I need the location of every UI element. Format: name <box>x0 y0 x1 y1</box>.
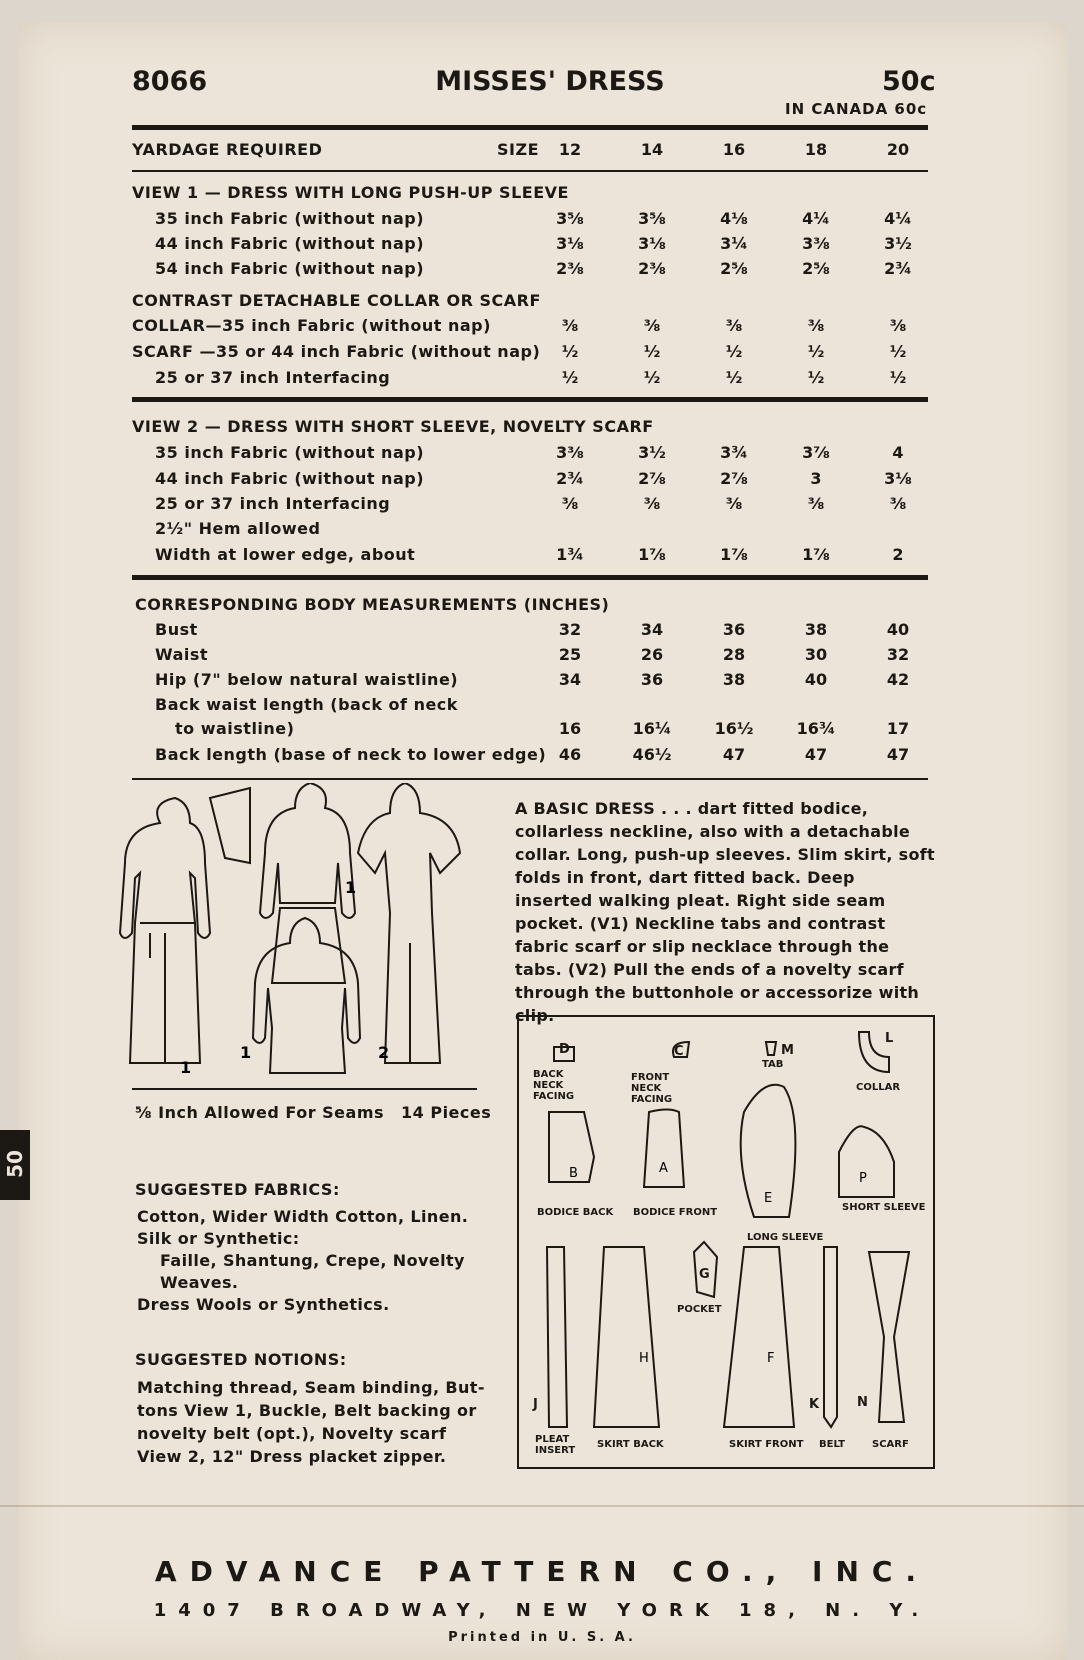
view2-row-value: 3⅞ <box>802 443 830 462</box>
skirt-front-label: SKIRT FRONT <box>729 1439 804 1450</box>
contrast-row-value: ½ <box>561 342 579 361</box>
piece-letter: C <box>674 1044 684 1059</box>
view2-row-value: ⅜ <box>725 494 743 513</box>
piece-letter: D <box>559 1042 570 1057</box>
view2-row-value: ⅜ <box>561 494 579 513</box>
width-row-value: 1⅞ <box>720 545 748 564</box>
contrast-row-value: ⅜ <box>889 316 907 335</box>
view-number-label: 1 <box>240 1043 252 1062</box>
back-length-value: 47 <box>886 745 910 764</box>
width-row-value: 2 <box>892 545 904 564</box>
view1-row-value: 4¼ <box>802 209 830 228</box>
view1-row-value: 4⅛ <box>720 209 748 228</box>
view1-heading: VIEW 1 — DRESS WITH LONG PUSH-UP SLEEVE <box>132 183 569 202</box>
view-number-label: 1 <box>180 1058 192 1077</box>
dress-illustration <box>110 783 510 1083</box>
piece-letter: E <box>764 1191 773 1206</box>
body-row-label: Hip (7" below natural waistline) <box>155 670 459 689</box>
price: 50c <box>882 66 936 97</box>
body-row-value: 25 <box>558 645 582 664</box>
width-row-value: 1⅞ <box>802 545 830 564</box>
piece-letter: H <box>639 1351 649 1366</box>
body-row-value: 38 <box>722 670 746 689</box>
back-waist-value: 16 <box>558 719 582 738</box>
contrast-row-value: ⅜ <box>725 316 743 335</box>
piece-letter: G <box>699 1267 710 1282</box>
view2-row-value: 3⅜ <box>556 443 584 462</box>
view1-row-value: 2⅜ <box>638 259 666 278</box>
fabrics-line: Faille, Shantung, Crepe, Novelty <box>160 1251 465 1270</box>
fabrics-heading: SUGGESTED FABRICS: <box>135 1180 340 1199</box>
hem-note: 2½" Hem allowed <box>155 519 321 538</box>
view2-row-value: ⅜ <box>807 494 825 513</box>
contrast-row-label: COLLAR—35 inch Fabric (without nap) <box>132 316 491 335</box>
contrast-row-label: 25 or 37 inch Interfacing <box>155 368 391 387</box>
width-row-value: 1¾ <box>556 545 584 564</box>
bodice-back-label: BODICE BACK <box>537 1207 614 1218</box>
body-row-value: 34 <box>558 670 582 689</box>
illustration-rule <box>132 1088 477 1090</box>
contrast-row-value: ½ <box>561 368 579 387</box>
piece-letter: F <box>767 1351 775 1366</box>
view2-row-value: 3¾ <box>720 443 748 462</box>
size-tab <box>0 1130 30 1200</box>
tab-label: TAB <box>762 1059 784 1070</box>
back-length-label: Back length (base of neck to lower edge) <box>155 745 547 764</box>
dress-description: A BASIC DRESS . . . dart fitted bodice, collarless neckline, also with a detachable collar. Long, push-up sleeves. Slim skirt, soft folds in front, dart fitted back. Deep inserted walking pleat. Right side seam pocket. (V1) Neckline tabs and contrast fabric scarf or slip necklace through the tabs. (V2) Pull the ends of a novelty scarf through the buttonhole or accessorize with clip. <box>515 799 935 1025</box>
piece-letter: K <box>809 1397 820 1412</box>
yardage-heading: YARDAGE REQUIRED <box>132 140 323 159</box>
body-row-value: 28 <box>722 645 746 664</box>
view1-row-value: 3½ <box>884 234 912 253</box>
piece-letter: M <box>781 1043 794 1058</box>
contrast-row-value: ½ <box>807 342 825 361</box>
seam-note: ⅝ Inch Allowed For Seams <box>135 1103 385 1122</box>
view1-row-value: 3⅝ <box>556 209 584 228</box>
pleat-insert-label: PLEAT INSERT <box>535 1434 576 1456</box>
view2-row-value: 3 <box>810 469 822 488</box>
contrast-row-value: ½ <box>725 342 743 361</box>
view1-row-value: 3⅛ <box>638 234 666 253</box>
body-row-value: 38 <box>804 620 828 639</box>
back-length-value: 46½ <box>632 745 672 764</box>
view2-heading: VIEW 2 — DRESS WITH SHORT SLEEVE, NOVELTY SCARF <box>132 417 654 436</box>
contrast-heading: CONTRAST DETACHABLE COLLAR OR SCARF <box>132 291 541 310</box>
company-name: ADVANCE PATTERN CO., INC. <box>154 1555 930 1588</box>
view1-row-label: 35 inch Fabric (without nap) <box>155 209 424 228</box>
yardage-header-rule <box>132 170 928 172</box>
notions-line: View 2, 12" Dress placket zipper. <box>137 1447 447 1466</box>
width-row-label: Width at lower edge, about <box>155 545 416 564</box>
fabrics-line: Silk or Synthetic: <box>137 1229 300 1248</box>
body-row-value: 40 <box>886 620 910 639</box>
envelope-fold-line <box>0 1505 1084 1507</box>
piece-letter: L <box>885 1031 894 1046</box>
view2-row-label: 44 inch Fabric (without nap) <box>155 469 424 488</box>
size-12: 12 <box>558 140 582 159</box>
body-row-label: Waist <box>155 645 209 664</box>
body-measurements-heading: CORRESPONDING BODY MEASUREMENTS (INCHES) <box>135 595 610 614</box>
pieces-count: 14 Pieces <box>401 1103 492 1122</box>
notions-line: novelty belt (opt.), Novelty scarf <box>137 1424 447 1443</box>
body-row-value: 40 <box>804 670 828 689</box>
view2-row-value: 4 <box>892 443 904 462</box>
notions-line: Matching thread, Seam binding, But- <box>137 1378 485 1397</box>
long-sleeve-label: LONG SLEEVE <box>747 1232 824 1243</box>
view1-row-value: 3¼ <box>720 234 748 253</box>
view1-row-value: 3⅛ <box>556 234 584 253</box>
section-rule <box>132 397 928 402</box>
size-18: 18 <box>804 140 828 159</box>
view2-row-value: 2⅞ <box>720 469 748 488</box>
back-waist-label-2: to waistline) <box>175 719 295 738</box>
body-row-label: Bust <box>155 620 198 639</box>
size-14: 14 <box>640 140 664 159</box>
view-number-label: 1 <box>345 878 357 897</box>
notions-heading: SUGGESTED NOTIONS: <box>135 1350 347 1369</box>
company-address: 1407 BROADWAY, NEW YORK 18, N. Y. <box>153 1600 931 1621</box>
view2-row-value: ⅜ <box>889 494 907 513</box>
back-waist-value: 17 <box>886 719 910 738</box>
contrast-row-value: ⅜ <box>807 316 825 335</box>
view-number-label: 2 <box>378 1043 390 1062</box>
contrast-row-value: ⅜ <box>561 316 579 335</box>
body-bottom-rule <box>132 778 928 780</box>
size-tab-label: 50 <box>3 1150 27 1178</box>
fabrics-line: Cotton, Wider Width Cotton, Linen. <box>137 1207 469 1226</box>
size-16: 16 <box>722 140 746 159</box>
body-row-value: 26 <box>640 645 664 664</box>
piece-letter: J <box>533 1397 538 1412</box>
size-20: 20 <box>886 140 910 159</box>
body-row-value: 34 <box>640 620 664 639</box>
skirt-back-label: SKIRT BACK <box>597 1439 664 1450</box>
view1-row-value: 4¼ <box>884 209 912 228</box>
collar-label: COLLAR <box>856 1082 901 1093</box>
contrast-row-value: ½ <box>725 368 743 387</box>
view1-row-value: 3⅝ <box>638 209 666 228</box>
bodice-front-label: BODICE FRONT <box>633 1207 718 1218</box>
back-length-value: 46 <box>558 745 582 764</box>
fabrics-line: Dress Wools or Synthetics. <box>137 1295 390 1314</box>
piece-letter: A <box>659 1161 668 1176</box>
contrast-row-value: ½ <box>889 368 907 387</box>
scarf-label: SCARF <box>872 1439 909 1450</box>
view1-row-value: 3⅜ <box>802 234 830 253</box>
view2-row-label: 35 inch Fabric (without nap) <box>155 443 424 462</box>
back-waist-value: 16¼ <box>632 719 672 738</box>
view1-row-value: 2⅜ <box>556 259 584 278</box>
contrast-row-label: SCARF —35 or 44 inch Fabric (without nap) <box>132 342 541 361</box>
piece-letter: N <box>857 1395 868 1410</box>
section-rule <box>132 575 928 580</box>
back-length-value: 47 <box>722 745 746 764</box>
back-waist-label-1: Back waist length (back of neck <box>155 695 458 714</box>
contrast-row-value: ½ <box>643 368 661 387</box>
belt-label: BELT <box>819 1439 845 1450</box>
view2-row-value: 2¾ <box>556 469 584 488</box>
front-neck-facing-label: FRONT NECK FACING <box>631 1072 673 1105</box>
piece-letter: P <box>859 1171 867 1186</box>
back-waist-value: 16½ <box>714 719 754 738</box>
body-row-value: 36 <box>640 670 664 689</box>
back-waist-value: 16¾ <box>796 719 836 738</box>
notions-line: tons View 1, Buckle, Belt backing or <box>137 1401 477 1420</box>
canada-price: IN CANADA 60c <box>785 100 928 118</box>
piece-letter: B <box>569 1166 578 1181</box>
width-row-value: 1⅞ <box>638 545 666 564</box>
header-rule <box>132 125 928 130</box>
body-row-value: 42 <box>886 670 910 689</box>
size-label: SIZE <box>497 140 540 159</box>
view1-row-value: 2⅝ <box>720 259 748 278</box>
printed-note: Printed in U. S. A. <box>448 1630 636 1645</box>
view2-row-value: 2⅞ <box>638 469 666 488</box>
back-neck-facing-label: BACK NECK FACING <box>533 1069 575 1102</box>
contrast-row-value: ½ <box>889 342 907 361</box>
pattern-pieces-diagram <box>517 1015 935 1469</box>
view1-row-value: 2¾ <box>884 259 912 278</box>
body-row-value: 32 <box>558 620 582 639</box>
body-row-value: 30 <box>804 645 828 664</box>
fabrics-line: Weaves. <box>160 1273 239 1292</box>
view1-row-value: 2⅝ <box>802 259 830 278</box>
pattern-title: MISSES' DRESS <box>435 66 665 97</box>
contrast-row-value: ½ <box>643 342 661 361</box>
view1-row-label: 44 inch Fabric (without nap) <box>155 234 424 253</box>
view2-row-label: 25 or 37 inch Interfacing <box>155 494 391 513</box>
body-row-value: 32 <box>886 645 910 664</box>
short-sleeve-label: SHORT SLEEVE <box>842 1202 926 1213</box>
back-length-value: 47 <box>804 745 828 764</box>
contrast-row-value: ⅜ <box>643 316 661 335</box>
view1-row-label: 54 inch Fabric (without nap) <box>155 259 424 278</box>
view2-row-value: 3⅛ <box>884 469 912 488</box>
view2-row-value: 3½ <box>638 443 666 462</box>
view2-row-value: ⅜ <box>643 494 661 513</box>
body-row-value: 36 <box>722 620 746 639</box>
contrast-row-value: ½ <box>807 368 825 387</box>
pattern-number: 8066 <box>132 66 208 97</box>
pocket-label: POCKET <box>677 1304 722 1315</box>
